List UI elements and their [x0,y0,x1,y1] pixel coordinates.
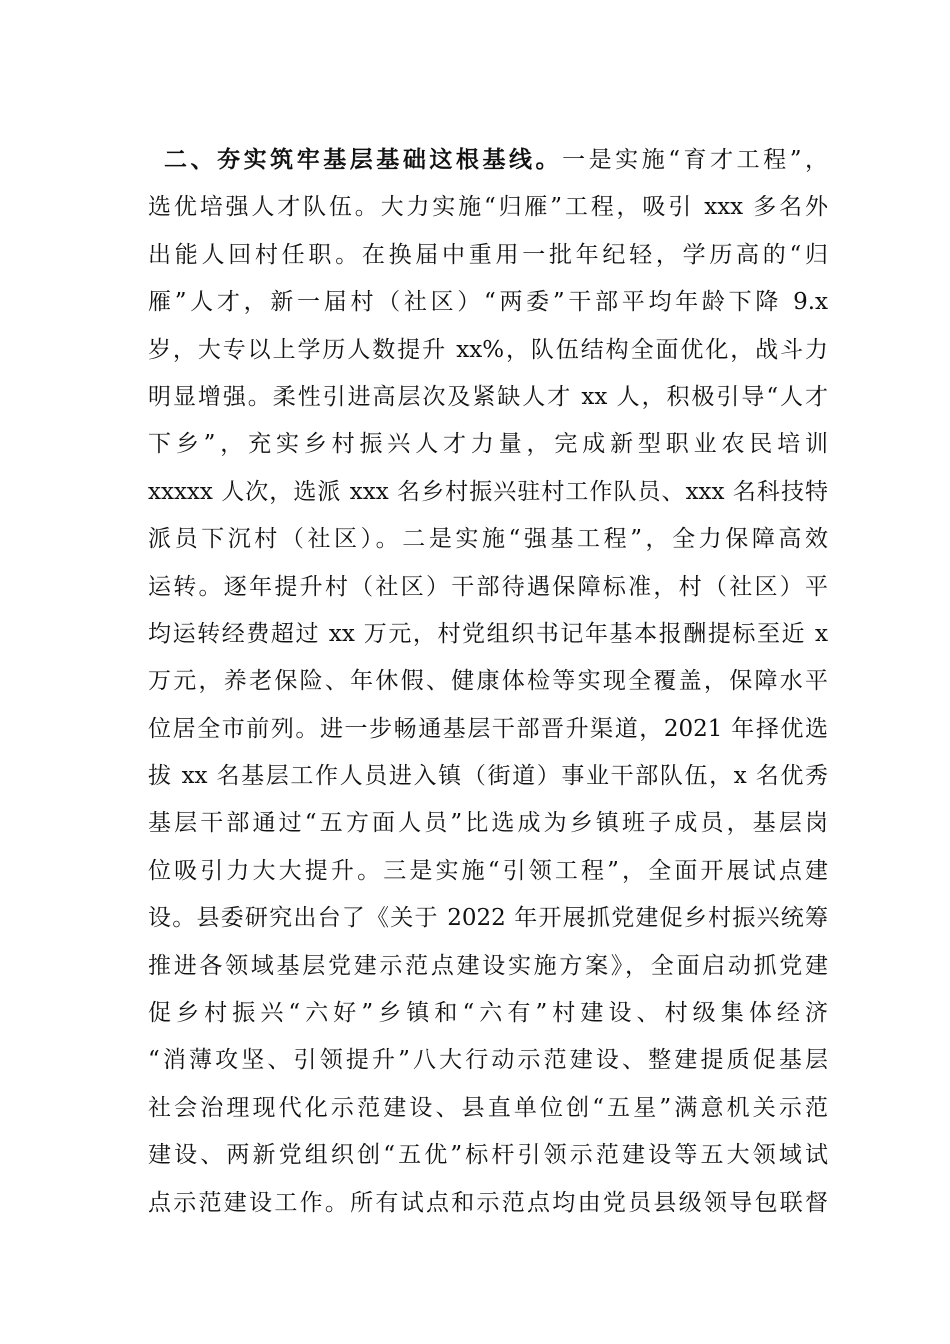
paragraph-line-13: 位居全市前列。进一步畅通基层干部晋升渠道，2021 年择优选 [148,715,828,742]
paragraph-line-20: “消薄攻坚、引领提升”八大行动示范建设、整建提质促基层 [148,1047,828,1074]
body-paragraph [148,137,828,1227]
paragraph-line-3: 出能人回村任职。在换届中重用一批年纪轻，学历高的“归 [148,241,828,268]
paragraph-line-16: 位吸引力大大提升。三是实施“引领工程”，全面开展试点建 [148,857,828,884]
paragraph-line-18: 推进各领域基层党建示范点建设实施方案》，全面启动抓党建 [148,952,828,979]
paragraph-line-8: xxxxx 人次，选派 xxx 名乡村振兴驻村工作队员、xxx 名科技特 [148,478,828,505]
paragraph-line-7: 下乡”，充实乡村振兴人才力量，完成新型职业农民培训 [148,431,828,458]
paragraph-line-6: 明显增强。柔性引进高层次及紧缺人才 xx 人，积极引导“人才 [148,383,828,410]
paragraph-line-23: 点示范建设工作。所有试点和示范点均由党员县级领导包联督 [148,1189,828,1216]
paragraph-line-4: 雁”人才，新一届村（社区）“两委”干部平均年龄下降 9.x [148,289,828,316]
paragraph-line-17: 设。县委研究出台了《关于 2022 年开展抓党建促乡村振兴统筹 [148,905,828,932]
paragraph-line-12: 万元，养老保险、年休假、健康体检等实现全覆盖，保障水平 [148,668,828,695]
paragraph-line-1-text: 一是实施“育才工程”， [562,147,828,173]
paragraph-line-14: 拔 xx 名基层工作人员进入镇（街道）事业干部队伍，x 名优秀 [148,763,828,790]
section-heading: 二、夯实筑牢基层基础这根基线。 [164,147,563,173]
paragraph-line-10: 运转。逐年提升村（社区）干部待遇保障标准，村（社区）平 [148,573,828,600]
paragraph-line-11: 均运转经费超过 xx 万元，村党组织书记年基本报酬提标至近 x [148,620,828,647]
paragraph-line-1 [148,137,828,184]
paragraph-line-19: 促乡村振兴“六好”乡镇和“六有”村建设、村级集体经济 [148,1000,828,1027]
paragraph-line-2: 选优培强人才队伍。大力实施“归雁”工程，吸引 xxx 多名外 [148,194,828,221]
paragraph-line-5: 岁，大专以上学历人数提升 xx%，队伍结构全面优化，战斗力 [148,336,828,363]
paragraph-line-9: 派员下沉村（社区）。二是实施“强基工程”，全力保障高效 [148,526,828,553]
paragraph-line-21: 社会治理现代化示范建设、县直单位创“五星”满意机关示范 [148,1094,828,1121]
paragraph-line-22: 建设、两新党组织创“五优”标杆引领示范建设等五大领域试 [148,1142,828,1169]
paragraph-line-15: 基层干部通过“五方面人员”比选成为乡镇班子成员，基层岗 [148,810,828,837]
